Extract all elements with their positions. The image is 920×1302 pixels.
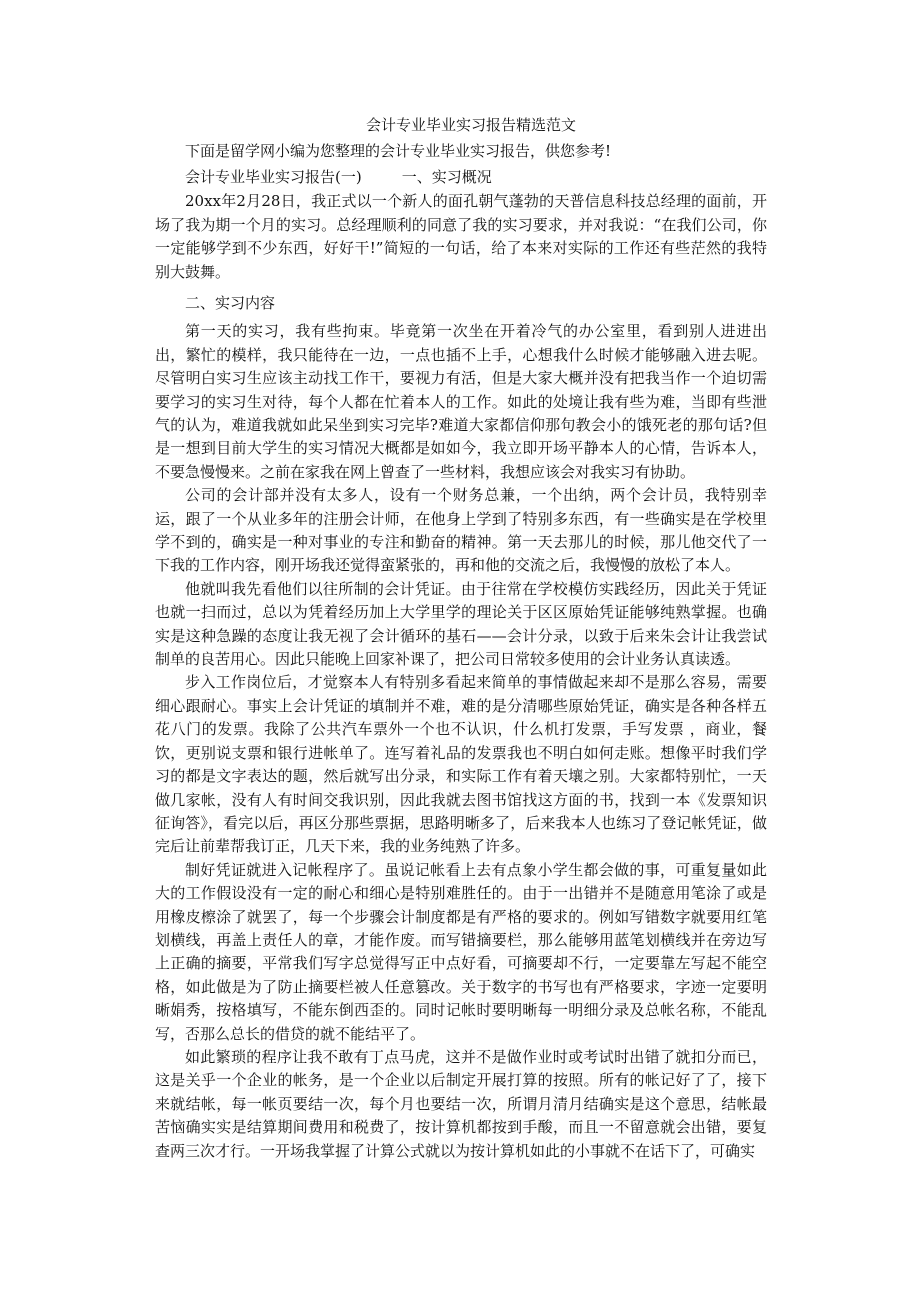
body-paragraph-2: 公司的会计部并没有太多人，设有一个财务总兼，一个出纳，两个会计员，我特别幸运，跟了一个从业多年的注册会计师，在他身上学到了特别多东西，有一些确实是在学校里学不到的，确实是一种对事业的专注和勤奋的精神。第一天去那儿的时候，那儿他交代了一下我的工作内容，刚开场我还觉得蛮紧张的，再和他的交流之后，我慢慢的放松了本人。	[155, 486, 767, 575]
report-subtitle: 会计专业毕业实习报告(一)	[185, 168, 362, 186]
body-paragraph-3: 他就叫我先看他们以往所制的会计凭证。由于往常在学校模仿实践经历，因此关于凭证也就一扫而过，总以为凭着经历加上大学里学的理论关于区区原始凭证能够纯熟掌握。也确实是这种急躁的态度让我无视了会计循环的基石——会计分录，以致于后来朱会计让我尝试制单的良苦用心。因此只能晚上回家补课了，把公司日常较多使用的会计业务认真读透。	[155, 579, 767, 669]
page-title: 会计专业毕业实习报告精选范文	[365, 116, 576, 134]
section-2-heading: 二、实习内容	[185, 294, 276, 313]
body-paragraph-4: 步入工作岗位后，才觉察本人有特别多看起来简单的事情做起来却不是那么容易，需要细心跟耐心。事实上会计凭证的填制并不难，难的是分清哪些原始凭证，确实是各种各样五花八门的发票。我除了公共汽车票外一个也不认识，什么机打发票，手写发票 ，商业，餐饮，更别说支票和银行进帐单了。连写着礼品的发票我也不明白如何走账。想像平时我们学习的都是文字表达的题，然后就写出分录，和实际工作有着天壤之别。大家都特别忙，一天做几家帐，没有人有时间交我识别，因此我就去图书馆找这方面的书，找到一本《发票知识征询答》，看完以后，再区分那些票据，思路明晰多了，后来我本人也练习了登记帐凭证，做完后让前辈帮我订正，几天下来，我的业务纯熟了许多。	[155, 673, 767, 856]
document-page	[155, 112, 767, 1163]
body-paragraph-1: 第一天的实习，我有些拘束。毕竟第一次坐在开着冷气的办公室里，看到别人进进出出，繁忙的模样，我只能待在一边，一点也插不上手，心想我什么时候才能够融入进去呢。尽管明白实习生应该主动找工作干，要视力有活，但是大家大概并没有把我当作一个迫切需要学习的实习生对待，每个人都在忙着本人的工作。如此的处境让我有些为难，当即有些泄气的认为，难道我就如此呆坐到实习完毕?难道大家都信仰那句教会小的饿死老的那句话?但是一想到目前大学生的实习情况大概都是如如今，我立即开场平静本人的心情，告诉本人，不要急慢慢来。之前在家我在网上曾查了一些材料，我想应该会对我实习有协助。	[155, 322, 767, 481]
body-paragraph-5: 制好凭证就进入记帐程序了。虽说记帐看上去有点象小学生都会做的事，可重复量如此大的工作假设没有一定的耐心和细心是特别难胜任的。由于一出错并不是随意用笔涂了或是用橡皮檫涂了就罢了，每一个步骤会计制度都是有严格的要求的。例如写错数字就要用红笔划横线，再盖上责任人的章，才能作废。而写错摘要栏，那么能够用蓝笔划横线并在旁边写上正确的摘要，平常我们写字总觉得写正中点好看，可摘要却不行，一定要靠左写起不能空格，如此做是为了防止摘要栏被人任意篡改。关于数字的书写也有严格要求，字迹一定要明晰娟秀，按格填写，不能东倒西歪的。同时记帐时要明晰每一明细分录及总帐名称，不能乱写，否那么总长的借贷的就不能结平了。	[155, 860, 767, 1043]
intro-line: 下面是留学网小编为您整理的会计专业毕业实习报告，供您参考!	[185, 142, 612, 160]
body-paragraph-6: 如此繁琐的程序让我不敢有丁点马虎，这并不是做作业时或考试时出错了就扣分而已，这是关乎一个企业的帐务，是一个企业以后制定开展打算的按照。所有的帐记好了了，接下来就结帐，每一帐页要结一次，每个月也要结一次，所谓月清月结确实是这个意思，结帐最苦恼确实实是结算期间费用和税费了，按计算机都按到手酸，而且一不留意就会出错，要复查两三次才行。一开场我掌握了计算公式就以为按计算机如此的小事就不在话下了，可确实	[155, 1047, 767, 1160]
subtitle-row	[155, 164, 767, 190]
section-1-heading: 一、实习概况	[401, 168, 492, 186]
section-1-paragraph: 20xx年2月28日，我正式以一个新人的面孔朝气蓬勃的天普信息科技总经理的面前，开场了我为期一个月的实习。总经理顺利的同意了我的实习要求，并对我说：“在我们公司，你一定能够学到不少东西，好好干!”简短的一句话，给了本来对实际的工作还有些茫然的我特别大鼓舞。	[155, 192, 767, 281]
